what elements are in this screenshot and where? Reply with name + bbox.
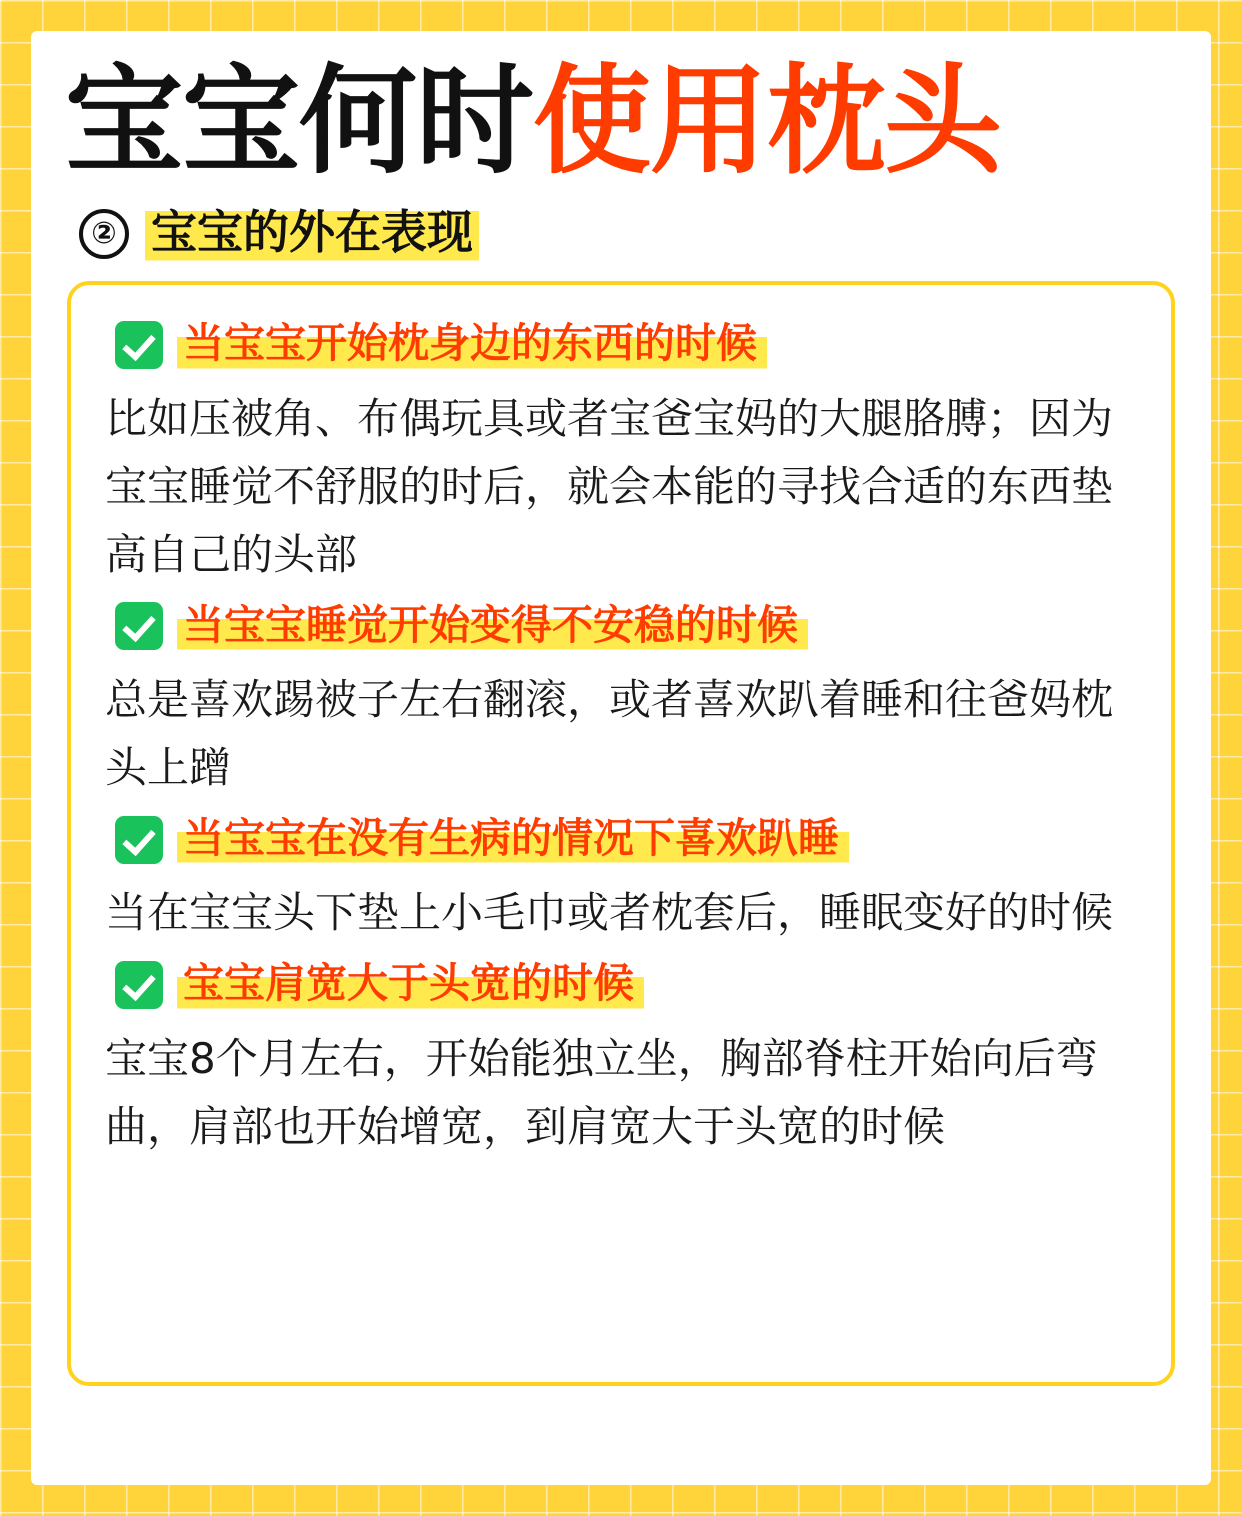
- list-item-body: 比如压被角、布偶玩具或者宝爸宝妈的大腿胳膊；因为宝宝睡觉不舒服的时后，就会本能的寻找合适的东西垫高自己的头部: [105, 393, 1114, 579]
- content-card: [31, 31, 1211, 1485]
- list-item: [97, 957, 1145, 1160]
- list-item-body: 当在宝宝头下垫上小毛巾或者枕套后，睡眠变好的时候: [105, 888, 1114, 938]
- tips-list: [67, 281, 1175, 1386]
- page-title-part-2: 使用枕头: [533, 52, 1002, 190]
- list-item-title: 当宝宝在没有生病的情况下喜欢趴睡: [177, 812, 849, 867]
- list-item-header: [115, 812, 1145, 867]
- list-item-header: [115, 957, 1145, 1012]
- section-title: 宝宝的外在表现: [145, 204, 479, 264]
- card-inner: [31, 31, 1211, 1485]
- check-icon: [115, 602, 163, 650]
- page-title-part-1: 宝宝何时: [65, 52, 534, 190]
- list-item-body: 宝宝8个月左右，开始能独立坐，胸部脊柱开始向后弯曲，肩部也开始增宽，到肩宽大于头宽的时候: [105, 1033, 1098, 1151]
- section-heading: [79, 204, 1177, 264]
- list-item-header: [115, 317, 1145, 372]
- check-icon: [115, 816, 163, 864]
- list-item-header: [115, 599, 1145, 654]
- list-item: [97, 599, 1145, 802]
- check-icon: [115, 961, 163, 1009]
- page-title: [65, 53, 1177, 190]
- list-item: [97, 812, 1145, 947]
- list-item-body: 总是喜欢踢被子左右翻滚，或者喜欢趴着睡和往爸妈枕头上蹭: [105, 675, 1114, 793]
- list-item: [97, 317, 1145, 588]
- list-item-title: 宝宝肩宽大于头宽的时候: [177, 957, 644, 1012]
- check-icon: [115, 321, 163, 369]
- list-item-title: 当宝宝睡觉开始变得不安稳的时候: [177, 599, 808, 654]
- list-item-title: 当宝宝开始枕身边的东西的时候: [177, 317, 767, 372]
- section-number-badge: ②: [79, 209, 129, 259]
